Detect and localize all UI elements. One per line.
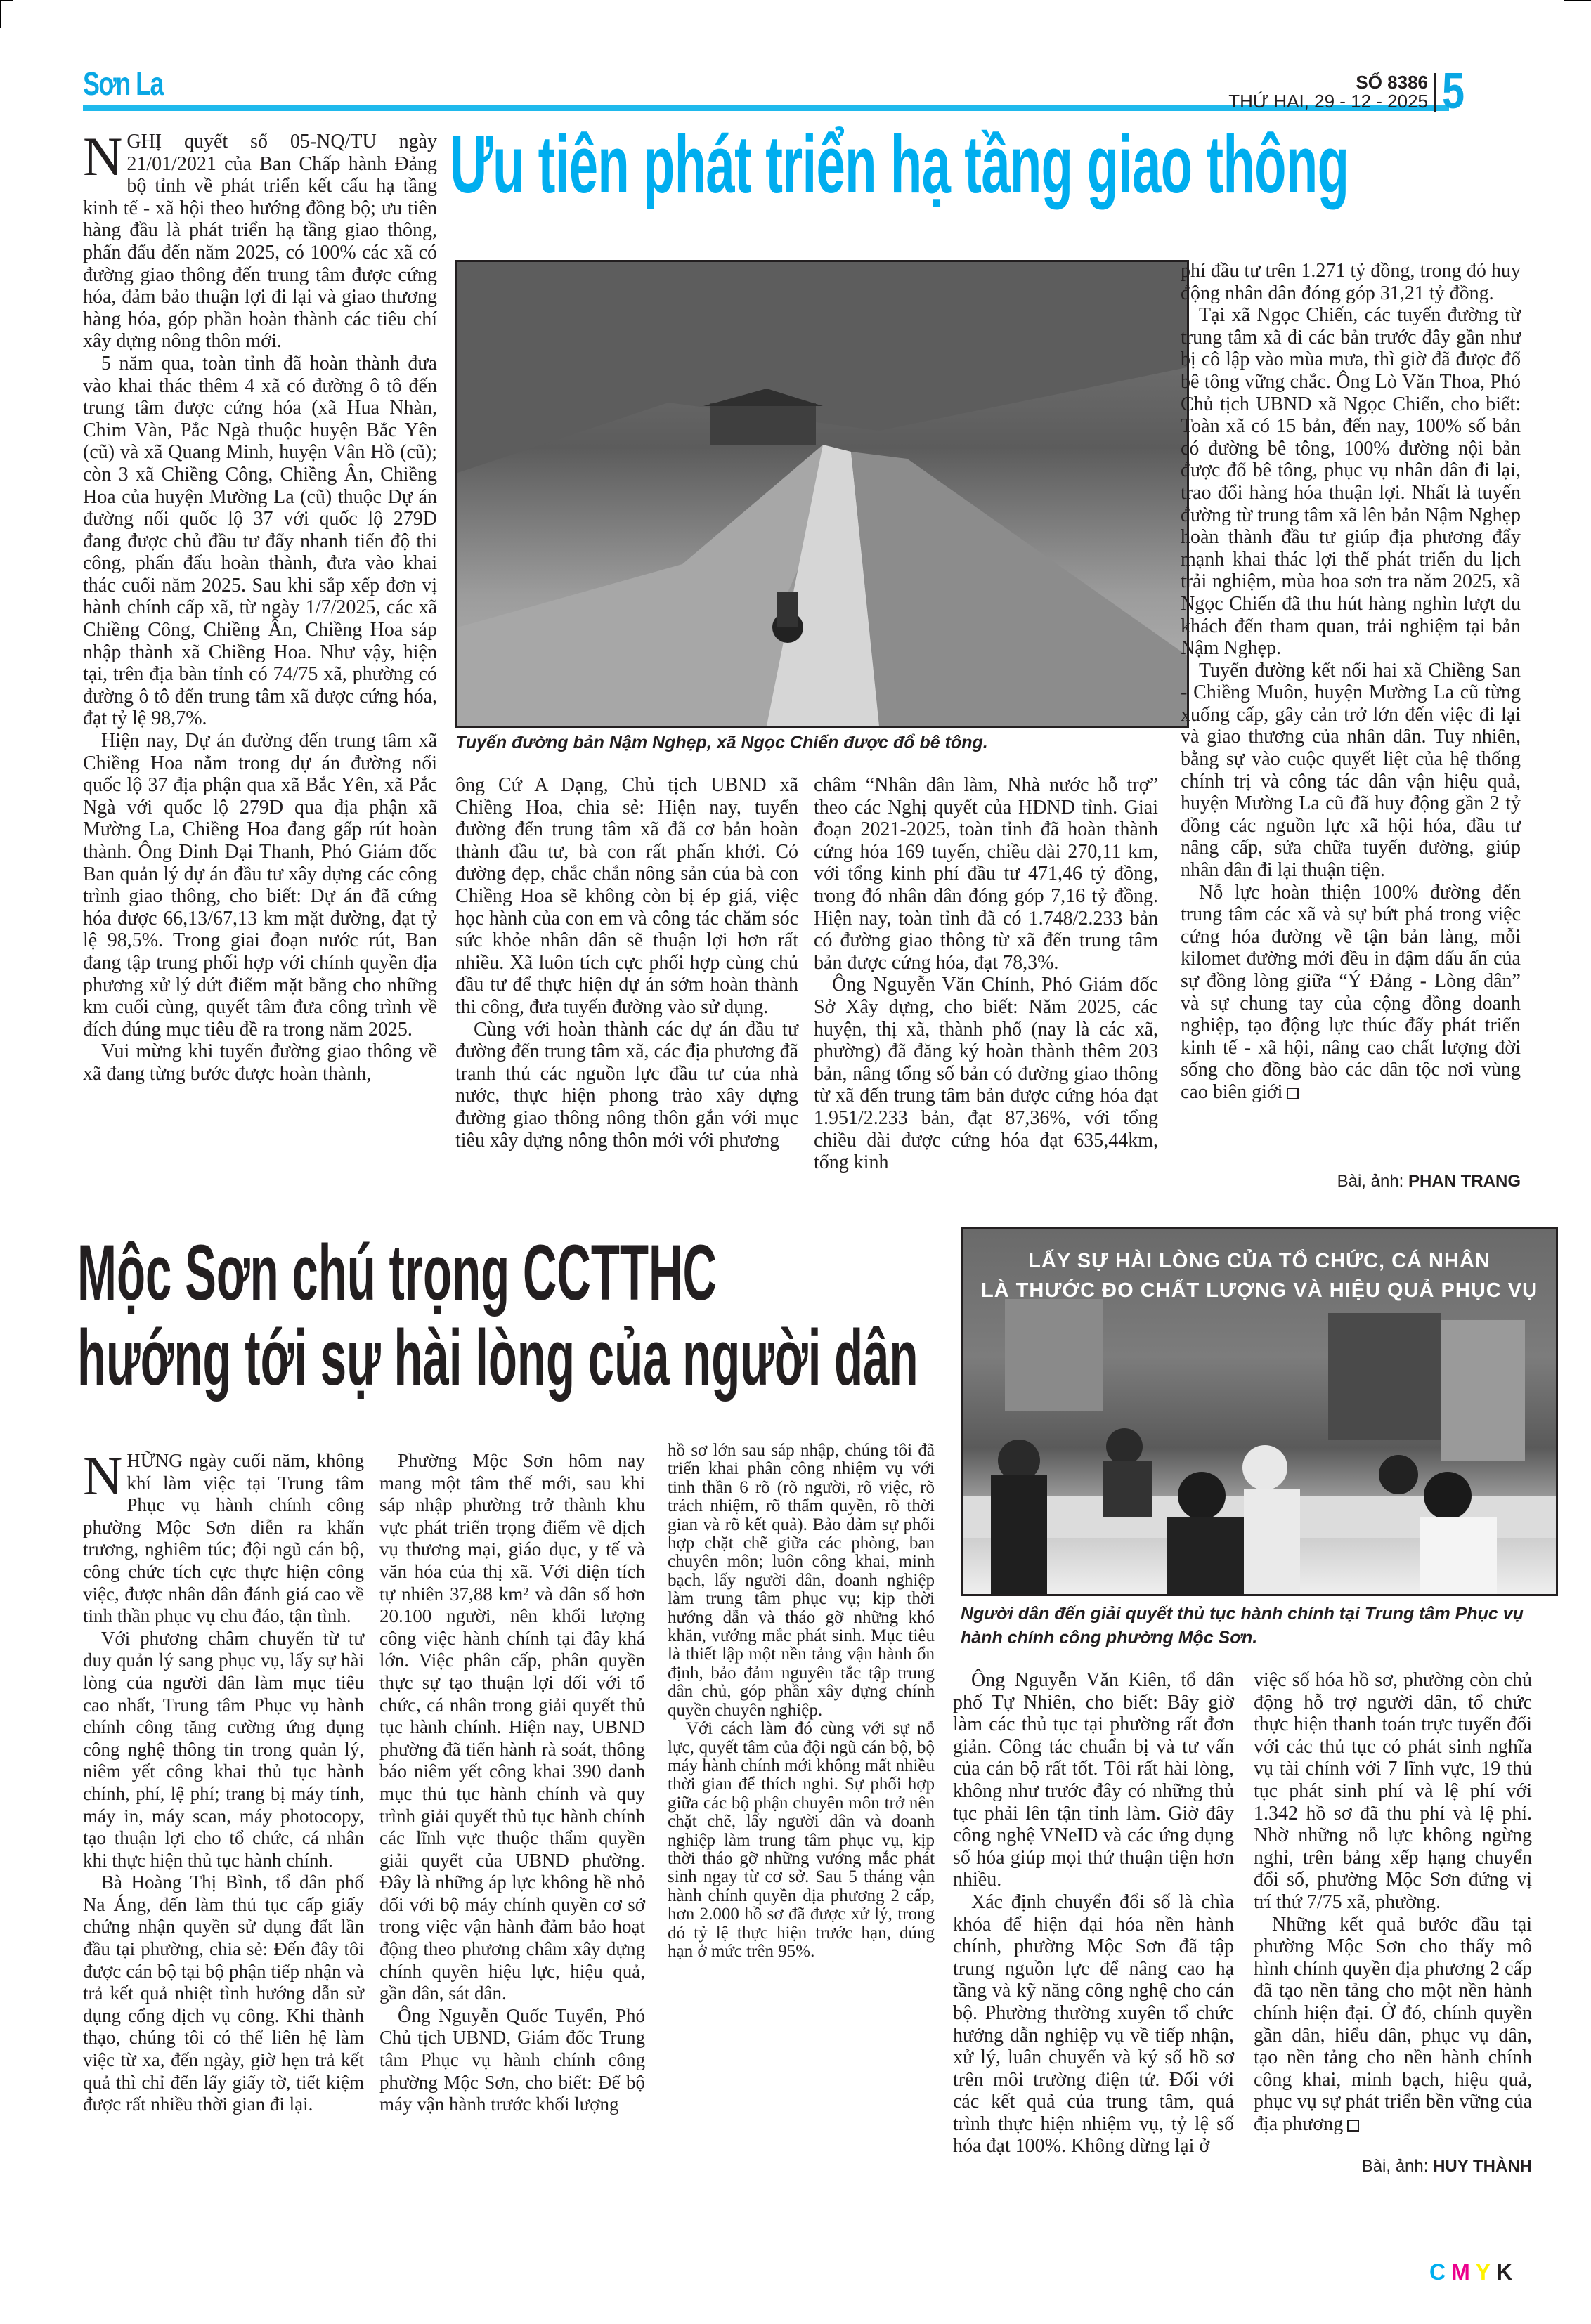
- paragraph: Tuyến đường kết nối hai xã Chiềng San - Chiềng Muôn, huyện Mường La cũ từng xuống cấp, gây cản trở lớn đến việc đi lại và giao thương của nhân dân. Tuy nhiên, bằng sự vào cuộc quyết liệt của hệ thống chính trị và công tác dân vận hiệu quả, huyện Mường La cũ đã huy động gần 2 tỷ đồng các nguồn lực xã hội hóa, đầu tư nâng cấp, sửa chữa tuyến đường, giúp nhân dân đi lại thuận tiện.: [1181, 659, 1521, 882]
- article2-byline: Bài, ảnh: HUY THÀNH: [1361, 2157, 1532, 2176]
- article1-dropcap: N: [83, 126, 123, 187]
- article1-column-2: [455, 774, 798, 1151]
- issue-number: SỐ 8386: [1356, 72, 1428, 93]
- paragraph: Với cách làm đó cùng với sự nỗ lực, quyết tâm của đội ngũ cán bộ, bộ máy hành chính mới không mất nhiều thời gian để thích nghi. Sự phối hợp giữa các bộ phận chuyên môn trở nên chặt chẽ, lấy người dân và doanh nghiệp làm trung tâm phục vụ, kịp thời tháo gỡ những vướng mắc phát sinh ngay từ cơ sở. Sau 5 tháng vận hành chính quyền địa phương 2 cấp, hơn 2.000 hồ sơ đã được xử lý, trong đó tỷ lệ thực hiện trước hạn, đúng hạn ở mức trên 95%.: [668, 1719, 935, 1961]
- article1-column-1: [83, 126, 437, 1085]
- article1-byline: Bài, ảnh: PHAN TRANG: [1337, 1172, 1521, 1191]
- article2-headline-line-2: hướng tới sự hài lòng của người dân: [77, 1313, 918, 1402]
- cmyk-letter-k: K: [1496, 2259, 1519, 2285]
- article2-column-1: [83, 1445, 364, 2116]
- article2-dropcap: N: [83, 1445, 123, 1506]
- article2-column-3: [668, 1442, 935, 1961]
- article2-photo: [961, 1227, 1558, 1596]
- end-mark-icon: [1287, 1088, 1299, 1099]
- road-photo-icon: [457, 262, 1187, 726]
- section-name: Sơn La: [83, 65, 163, 102]
- paragraph: Vui mừng khi tuyến đường giao thông về xã đang từng bước được hoàn thành,: [83, 1040, 437, 1085]
- article1-photo-caption: Tuyến đường bản Nậm Nghẹp, xã Ngọc Chiến được đổ bê tông.: [455, 733, 988, 752]
- paragraph: Với phương châm chuyển từ tư duy quản lý sang phục vụ, lấy sự hài lòng của người dân làm mục tiêu cao nhất, Trung tâm Phục vụ hành chính công tăng cường ứng dụng công nghệ thông tin trong quản lý, niêm yết công khai thủ tục hành chính, phí, lệ phí; trang bị máy tính, máy in, máy scan, máy photocopy, tạo thuận lợi cho tổ chức, cá nhân khi thực hiện thủ tục hành chính.: [83, 1627, 364, 1871]
- issue-date: THỨ HAI, 29 - 12 - 2025: [1228, 91, 1428, 112]
- article2-column-2: [379, 1450, 645, 2116]
- article1-author: PHAN TRANG: [1408, 1172, 1521, 1191]
- cmyk-letter-y: Y: [1475, 2259, 1497, 2285]
- paragraph: Tại xã Ngọc Chiến, các tuyến đường từ trung tâm xã đi các bản trước đây gần như bị cô lập vào mùa mưa, thì giờ đã được đổ bê tông vững chắc. Ông Lò Văn Thoa, Phó Chủ tịch UBND xã Ngọc Chiến, cho biết: Toàn xã có 15 bản, đến nay, 100% số bản có đường bê tông, 100% đường nội bản được đổ bê tông, phục vụ nhân dân đi lại, trao đổi hàng hóa thuận lợi. Nhất là tuyến đường từ trung tâm xã lên bản Nậm Nghẹp hoàn thành đầu tư giúp địa phương đẩy mạnh khai thác lợi thế phát triển du lịch trải nghiệm, mùa hoa sơn tra năm 2025, xã Ngọc Chiến đã thu hút hàng nghìn lượt du khách đến tham quan, trải nghiệm tại bản Nậm Nghẹp.: [1181, 304, 1521, 660]
- paragraph: ông Cứ A Dạng, Chủ tịch UBND xã Chiềng Hoa, chia sẻ: Hiện nay, tuyến đường đến trung tâm xã đã cơ bản hoàn thành đầu tư, bà con rất phấn khởi. Có đường đẹp, chắc chắn nông sản của bà con Chiềng Hoa sẽ không còn bị ép giá, việc học hành của con em và công tác chăm sóc sức khỏe nhân dân sẽ thuận lợi hơn rất nhiều. Xã luôn tích cực phối hợp cùng chủ đầu tư để thực hiện dự án sớm hoàn thành thi công, đưa tuyến đường vào sử dụng.: [455, 774, 798, 1018]
- paragraph: Ông Nguyễn Văn Kiên, tổ dân phố Tự Nhiên, cho biết: Bây giờ làm các thủ tục tại phường rất đơn giản. Công tác chuẩn bị và tư vấn của cán bộ rất tốt. Tôi rất hài lòng, không như trước đây có những thủ tục phải lên tận tỉnh làm. Giờ đây công nghệ VNeID và các ứng dụng số hóa giúp mọi thứ thuận tiện hơn nhiều.: [953, 1669, 1234, 1891]
- paragraph: Ông Nguyễn Văn Chính, Phó Giám đốc Sở Xây dựng, cho biết: Năm 2025, các huyện, thị xã, thành phố (nay là các xã, phường) đã đăng ký hoàn thành thêm 203 bản, nâng tổng số bản có đường giao thông từ xã đến trung tâm bản được cứng hóa đạt 1.951/2.233 bản, đạt 87,36%, với tổng chiều dài được cứng hóa đạt 635,44km, tổng kinh: [814, 974, 1158, 1174]
- paragraph: Những kết quả bước đầu tại phường Mộc Sơn cho thấy mô hình chính quyền địa phương 2 cấp đã tạo nền tảng cho một nền hành chính hiện đại. Ở đó, chính quyền gần dân, hiểu dân, phục vụ dân, tạo nền tảng cho nền hành chính công khai, minh bạch, hiệu quả, phục vụ sự phát triển bền vững của địa phương: [1254, 1913, 1532, 2135]
- article2-headline: [77, 1231, 918, 1401]
- paragraph: Xác định chuyển đổi số là chìa khóa để hiện đại hóa nền hành chính, phường Mộc Sơn đã tập trung nguồn lực để nâng cao hạ tầng và kỹ năng công nghệ cho cán bộ. Phường thường xuyên tổ chức hướng dẫn nghiệp vụ về tiếp nhận, xử lý, luân chuyển và ký số hồ sơ trên môi trường điện tử. Đối với các kết quả của trung tâm, quá trình thực hiện nhiệm vụ, tỷ lệ số hóa đạt 100%. Không dừng lại ở: [953, 1891, 1234, 2157]
- article2-lead-paragraph: NHỮNG ngày cuối năm, không khí làm việc tại Trung tâm Phục vụ hành chính công phường Mộc Sơn diễn ra khẩn trương, nghiêm túc; đội ngũ cán bộ, công chức tích cực thực hiện công việc, được nhân dân đánh giá cao về tinh thần phục vụ chu đáo, tận tình.: [83, 1445, 364, 1627]
- paragraph: việc số hóa hồ sơ, phường còn chủ động hỗ trợ người dân, tổ chức thực hiện thanh toán trực tuyến đối với các thủ tục có phát sinh nghĩa vụ tài chính với 7 lĩnh vực, 19 thủ tục phát sinh phí và lệ phí với 1.342 hồ sơ đã thu phí và lệ phí. Nhờ những nỗ lực không ngừng nghỉ, trên bảng xếp hạng chuyển đổi số, phường Mộc Sơn đứng vị trí thứ 7/75 xã, phường.: [1254, 1669, 1532, 1913]
- article1-lead-paragraph: NGHỊ quyết số 05-NQ/TU ngày 21/01/2021 của Ban Chấp hành Đảng bộ tỉnh về phát triển kết cấu hạ tầng kinh tế - xã hội theo hướng đồng bộ; ưu tiên hàng đầu là phát triển hạ tầng giao thông, phấn đấu đến năm 2025, có 100% các xã có đường giao thông đến trung tâm được cứng hóa, đảm bảo thuận lợi đi lại và giao thương hàng hóa, góp phần hoàn thành các tiêu chí xây dựng nông thôn mới.: [83, 126, 437, 353]
- paragraph: phí đầu tư trên 1.271 tỷ đồng, trong đó huy động nhân dân đóng góp 31,21 tỷ đồng.: [1181, 260, 1521, 304]
- article2-author: HUY THÀNH: [1433, 2157, 1532, 2176]
- article2-column-5: [1254, 1669, 1532, 2135]
- issue-info: [1228, 73, 1428, 112]
- paragraph: Ông Nguyễn Quốc Tuyển, Phó Chủ tịch UBND, Giám đốc Trung tâm Phục vụ hành chính công phường Mộc Sơn, cho biết: Để bộ máy vận hành trước khối lượng: [379, 2004, 645, 2115]
- cmyk-letter-m: M: [1451, 2259, 1476, 2285]
- cmyk-color-bar: [1429, 2259, 1518, 2285]
- paragraph: Cùng với hoàn thành các dự án đầu tư đường đến trung tâm xã, các địa phương đã tranh thủ các nguồn lực đầu tư của nhà nước, thực hiện phong trào xây dựng đường giao thông nông thôn gắn với mục tiêu xây dựng nông thôn mới với phương: [455, 1018, 798, 1151]
- photo-banner-line-1: LẤY SỰ HÀI LÒNG CỦA TỔ CHỨC, CÁ NHÂN: [1028, 1250, 1491, 1272]
- paragraph: Nỗ lực hoàn thiện 100% đường đến trung tâm các xã và sự bứt phá trong việc cứng hóa đường về tận bản làng, mỗi kilomet đường mới đều in đậm dấu ấn của sự đồng lòng giữa “Ý Đảng - Lòng dân” và sự chung tay của cộng đồng doanh nghiệp, tạo động lực thúc đẩy phát triển kinh tế - xã hội, nâng cao chất lượng đời sống cho đồng bào các dân tộc nơi vùng cao biên giới: [1181, 881, 1521, 1103]
- end-mark-icon: [1347, 2120, 1359, 2132]
- crop-mark: [1564, 0, 1591, 1]
- paragraph: Hiện nay, Dự án đường đến trung tâm xã Chiềng Hoa nằm trong dự án đường nối quốc lộ 37 địa phận qua xã Bắc Yên, xã Pắc Ngà với quốc lộ 279D qua địa phận xã Mường La, Chiềng Hoa đang gấp rút hoàn thành. Ông Đinh Đại Thanh, Phó Giám đốc Ban quản lý dự án đầu tư xây dựng các công trình giao thông, cho biết: Dự án đã cứng hóa được 66,13/67,13 km mặt đường, đạt tỷ lệ 98,5%. Trong giai đoạn nước rút, Ban đang tập trung phối hợp với chính quyền địa phương xử lý dứt điểm mặt bằng cho những km cuối cùng, quyết tâm đưa công trình về đích đúng mục tiêu đề ra trong năm 2025.: [83, 730, 437, 1040]
- cmyk-letter-c: C: [1429, 2259, 1452, 2285]
- article2-photo-caption: Người dân đến giải quyết thủ tục hành chính tại Trung tâm Phục vụ hành chính công phường Mộc Sơn.: [961, 1604, 1524, 1647]
- crop-mark: [0, 0, 13, 1]
- article1-headline: Ưu tiên phát triển hạ tầng giao thông: [450, 119, 1349, 210]
- article2-headline-line-1: Mộc Sơn chú trọng CCTTHC: [77, 1229, 717, 1317]
- paragraph: châm “Nhân dân làm, Nhà nước hỗ trợ” theo các Nghị quyết của HĐND tỉnh. Giai đoạn 2021-2025, toàn tỉnh đã hoàn thành cứng hóa 169 tuyến, chiều dài 270,11 km, với tổng kinh phí đầu tư 471,46 tỷ đồng, trong đó nhân dân đóng góp 7,16 tỷ đồng. Hiện nay, toàn tỉnh đã có 1.748/2.233 bản có đường giao thông từ xã đến trung tâm bản được cứng hóa, đạt 78,3%.: [814, 774, 1158, 974]
- article2-column-4: [953, 1669, 1234, 2157]
- article1-column-3: [814, 774, 1158, 1174]
- page-number-divider: [1434, 73, 1436, 112]
- paragraph: Phường Mộc Sơn hôm nay mang một tâm thế mới, sau khi sáp nhập phường trở thành khu vực phát triển trọng điểm về dịch vụ thương mại, giáo dục, y tế và văn hóa của thị xã. Với diện tích tự nhiên 37,88 km² và dân số hơn 20.100 người, nên khối lượng công việc hành chính tại đây khá lớn. Việc phân cấp, phân quyền thực sự tạo thuận lợi đối với tổ chức, cá nhân trong giải quyết thủ tục hành chính. Hiện nay, UBND phường đã tiến hành rà soát, thông báo niêm yết công khai 390 danh mục thủ tục hành chính và quy trình giải quyết thủ tục hành chính các lĩnh vực thuộc thẩm quyền giải quyết của UBND phường. Đây là những áp lực không hề nhỏ đối với bộ máy chính quyền cơ sở trong việc vận hành đảm bảo hoạt động theo phương châm xây dựng chính quyền hiệu lực, hiệu quả, gần dân, sát dân.: [379, 1450, 645, 2004]
- paragraph: 5 năm qua, toàn tỉnh đã hoàn thành đưa vào khai thác thêm 4 xã có đường ô tô đến trung tâm được cứng hóa (xã Hua Nhàn, Chim Vàn, Pắc Ngà thuộc huyện Bắc Yên (cũ) và xã Quang Minh, huyện Vân Hồ (cũ); còn 3 xã Chiềng Công, Chiềng Ân, Chiềng Hoa của huyện Mường La (cũ) thuộc Dự án đường nối quốc lộ 37 với quốc lộ 279D đang được chủ đầu tư đẩy nhanh tiến độ thi công, phấn đấu hoàn thành, đưa vào khai thác cuối năm 2025. Sau khi sắp xếp đơn vị hành chính cấp xã, từ ngày 1/7/2025, các xã Chiềng Công, Chiềng Ân, Chiềng Hoa sáp nhập thành xã Chiềng Hoa. Như vậy, hiện tại, trên địa bàn tỉnh có 74/75 xã, phường có đường ô tô đến trung tâm xã được cứng hóa, đạt tỷ lệ 98,7%.: [83, 352, 437, 730]
- paragraph: hồ sơ lớn sau sáp nhập, chúng tôi đã triển khai phân công nhiệm vụ với tinh thần 6 rõ (rõ người, rõ việc, rõ trách nhiệm, rõ thẩm quyền, rõ thời gian và rõ kết quả). Bảo đảm sự phối hợp chặt chẽ giữa các phòng, ban chuyên môn; luôn công khai, minh bạch, lấy người dân, doanh nghiệp làm trung tâm phục vụ; kịp thời hướng dẫn và tháo gỡ những khó khăn, vướng mắc phát sinh. Mục tiêu là thiết lập một nền tảng vận hành ổn định, bảo đảm nguyên tắc tập trung dân chủ, góp phần xây dựng chính quyền chuyên nghiệp.: [668, 1441, 935, 1720]
- article1-photo: [455, 260, 1189, 728]
- article1-column-4: [1181, 260, 1521, 1104]
- crop-mark: [0, 0, 1, 28]
- paragraph: Bà Hoàng Thị Bình, tổ dân phố Na Áng, đến làm thủ tục cấp giấy chứng nhận quyền sử dụng đất lần đầu tại phường, chia sẻ: Đến đây tôi được cán bộ tại bộ phận tiếp nhận và trả kết quả nhiệt tình hướng dẫn sử dụng cổng dịch vụ công. Khi thành thạo, chúng tôi có thể liên hệ làm việc từ xa, đến ngày, giờ hẹn trả kết quả thì chỉ đến lấy giấy tờ, tiết kiệm được rất nhiều thời gian đi lại.: [83, 1872, 364, 2115]
- photo-banner-line-2: LÀ THƯỚC ĐO CHẤT LƯỢNG VÀ HIỆU QUẢ PHỤC VỤ: [980, 1279, 1538, 1302]
- page-number: 5: [1442, 63, 1465, 119]
